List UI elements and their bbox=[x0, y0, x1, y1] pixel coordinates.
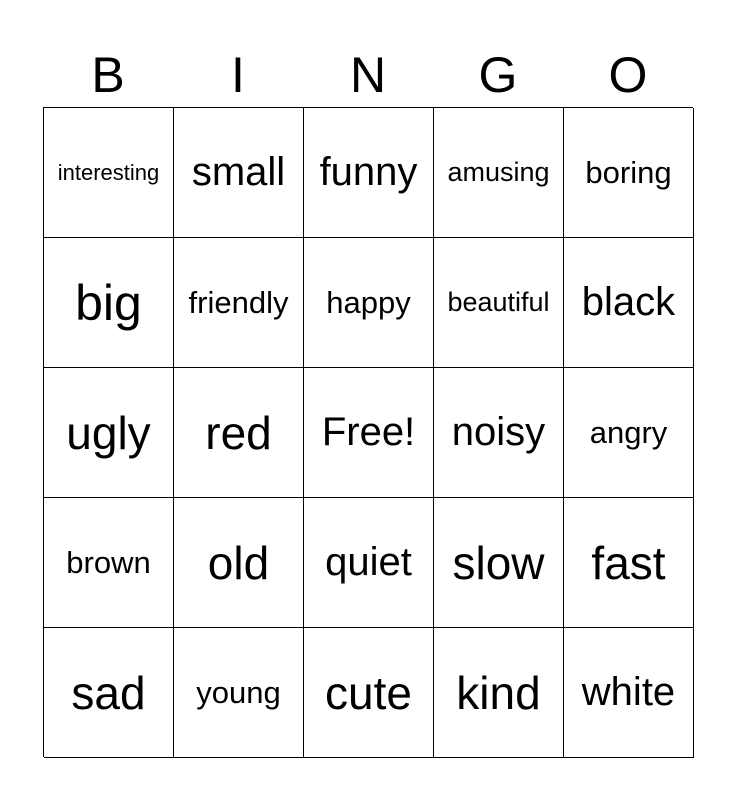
bingo-cell: funny bbox=[304, 108, 434, 238]
bingo-cell: interesting bbox=[44, 108, 174, 238]
bingo-cell: brown bbox=[44, 498, 174, 628]
bingo-cell: cute bbox=[304, 628, 434, 758]
bingo-cell: red bbox=[174, 368, 304, 498]
bingo-cell: beautiful bbox=[434, 238, 564, 368]
bingo-cell: young bbox=[174, 628, 304, 758]
bingo-cell: noisy bbox=[434, 368, 564, 498]
bingo-cell: kind bbox=[434, 628, 564, 758]
bingo-grid bbox=[43, 107, 693, 757]
bingo-cell: small bbox=[174, 108, 304, 238]
header-letter-g: G bbox=[478, 47, 518, 103]
free-space-cell: Free! bbox=[304, 368, 434, 498]
bingo-header bbox=[43, 44, 693, 106]
bingo-cell: white bbox=[564, 628, 694, 758]
bingo-cell: amusing bbox=[434, 108, 564, 238]
bingo-cell: ugly bbox=[44, 368, 174, 498]
bingo-cell: slow bbox=[434, 498, 564, 628]
header-letter-n: N bbox=[349, 47, 387, 103]
bingo-cell: sad bbox=[44, 628, 174, 758]
bingo-cell: happy bbox=[304, 238, 434, 368]
bingo-cell: boring bbox=[564, 108, 694, 238]
bingo-cell: big bbox=[44, 238, 174, 368]
bingo-cell: black bbox=[564, 238, 694, 368]
header-letter-o: O bbox=[608, 47, 648, 103]
bingo-cell: fast bbox=[564, 498, 694, 628]
header-letter-i: I bbox=[231, 47, 245, 103]
bingo-cell: friendly bbox=[174, 238, 304, 368]
bingo-cell: quiet bbox=[304, 498, 434, 628]
header-letter-b: B bbox=[91, 47, 125, 103]
bingo-cell: old bbox=[174, 498, 304, 628]
bingo-cell: angry bbox=[564, 368, 694, 498]
